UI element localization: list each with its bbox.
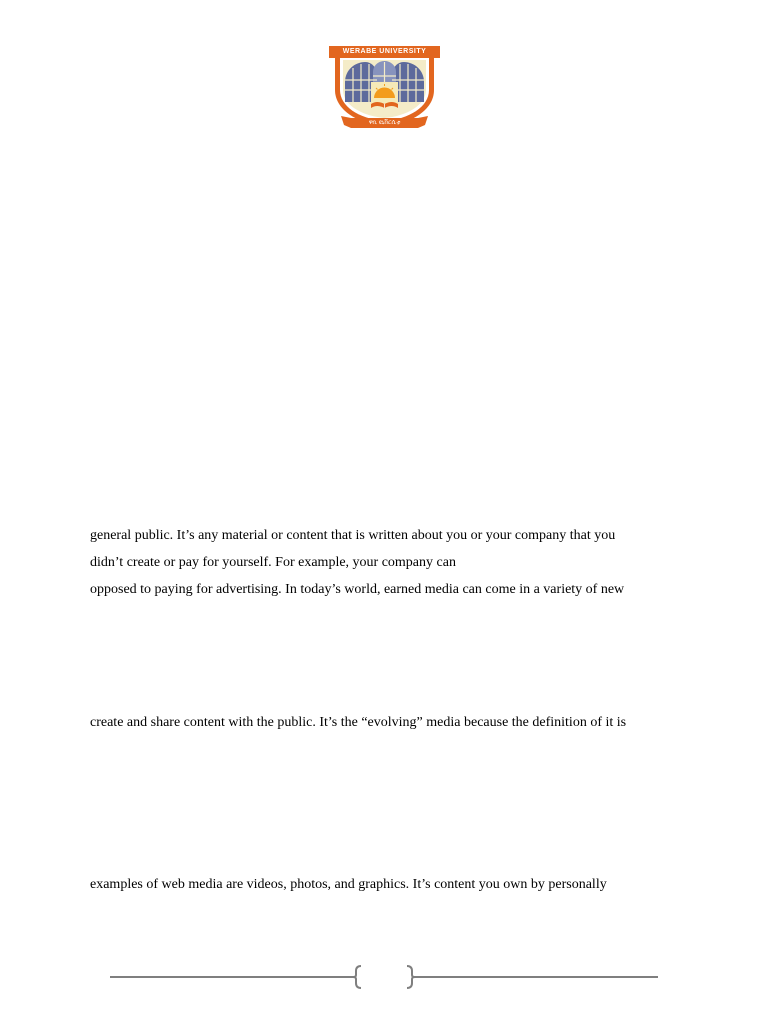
body-text-line: general public. It’s any material or content that is written about you or your company that you (90, 528, 616, 543)
body-text-line: examples of web media are videos, photos, and graphics. It’s content you own by personally (90, 877, 607, 892)
logo-motto-text: ዋቢ ዩኒቨርሲቲ (368, 120, 401, 126)
body-text-line: opposed to paying for advertising. In today’s world, earned media can come in a variety of new (90, 582, 625, 597)
university-crest-icon (329, 46, 440, 130)
body-text-line: didn’t create or pay for yourself. For example, your company can (90, 555, 456, 570)
logo-banner-text: WERABE UNIVERSITY (329, 46, 440, 58)
page-number (364, 965, 406, 987)
university-logo (329, 46, 440, 130)
body-text-line: create and share content with the public. It’s the “evolving” media because the definition of it is (90, 715, 627, 730)
